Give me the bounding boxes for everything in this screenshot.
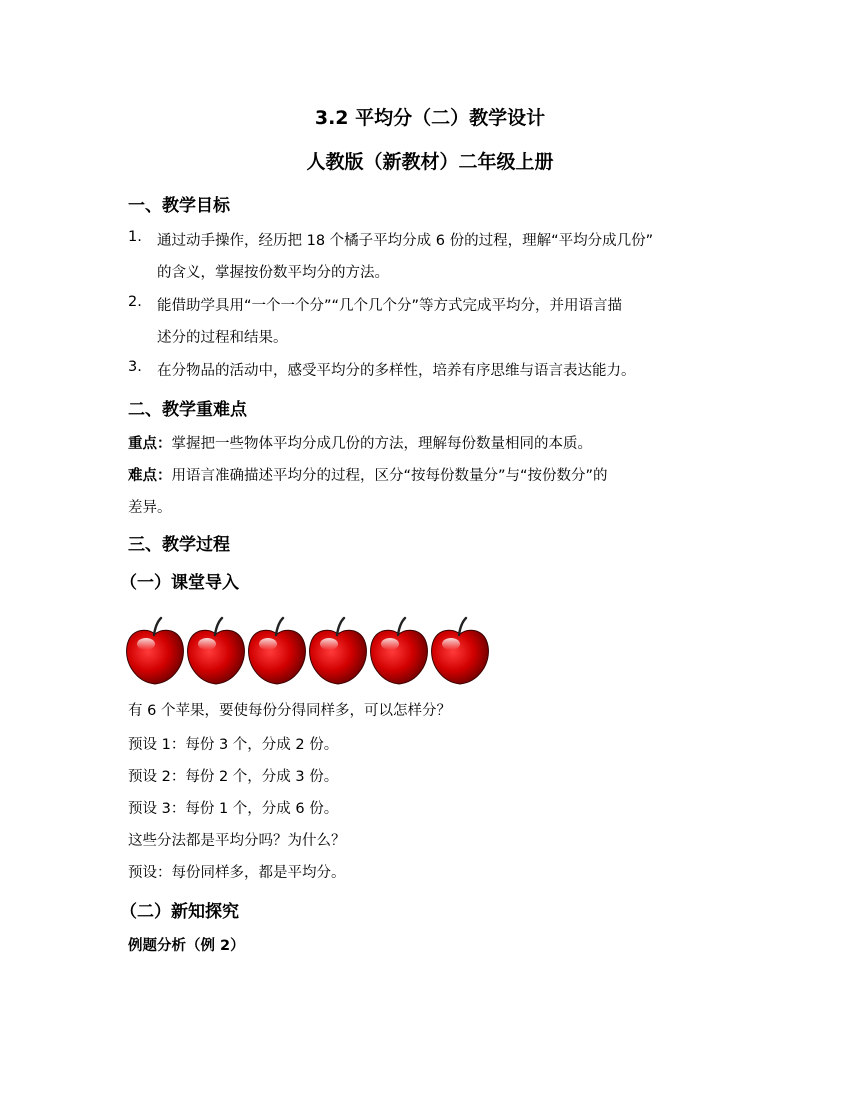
goal-number: 1. [128, 229, 142, 245]
example-heading: 例题分析（例 2） [128, 938, 245, 954]
intro-preset: 预设 3：每份 1 个，分成 6 份。 [128, 801, 339, 817]
difficult-point-label: 难点： [128, 468, 172, 484]
document-subtitle: 人教版（新教材）二年级上册 [306, 151, 554, 173]
apple-icon [371, 618, 428, 684]
intro-preset: 预设 1：每份 3 个，分成 2 份。 [128, 737, 339, 753]
document-title: 3.2 平均分（二）教学设计 [314, 107, 546, 129]
goal-text: 通过动手操作，经历把 18 个橘子平均分成 6 份的过程，理解“平均分成几份” [157, 233, 654, 249]
apple-icon [310, 618, 367, 684]
apple-icon [432, 618, 489, 684]
goal-text: 能借助学具用“一个一个分”“几个几个分”等方式完成平均分，并用语言描 [157, 298, 623, 314]
goal-number: 3. [128, 359, 142, 375]
section-heading-process: 三、教学过程 [128, 535, 230, 555]
goal-text-continued: 的含义，掌握按份数平均分的方法。 [157, 265, 389, 281]
goal-text-continued: 述分的过程和结果。 [157, 330, 288, 346]
apples-illustration [124, 612, 496, 686]
goal-text: 在分物品的活动中，感受平均分的多样性，培养有序思维与语言表达能力。 [157, 363, 636, 379]
difficult-point-text-continued: 差异。 [128, 500, 172, 516]
intro-preset: 预设：每份同样多，都是平均分。 [128, 865, 346, 881]
intro-question: 这些分法都是平均分吗？为什么？ [128, 833, 346, 849]
difficult-point-text: 用语言准确描述平均分的过程，区分“按每份数量分”与“按份数分”的 [171, 468, 608, 484]
section-heading-goals: 一、教学目标 [128, 196, 230, 216]
section-heading-key-points: 二、教学重难点 [128, 400, 247, 420]
apple-icon [249, 618, 306, 684]
subsection-heading-intro: （一）课堂导入 [120, 573, 239, 593]
apple-icon [188, 618, 245, 684]
goal-number: 2. [128, 294, 142, 310]
apple-icon [127, 618, 184, 684]
intro-question: 有 6 个苹果，要使每份分得同样多，可以怎样分？ [128, 703, 451, 719]
difficult-point-line [128, 464, 608, 485]
key-point-label: 重点： [128, 436, 172, 452]
subsection-heading-explore: （二）新知探究 [120, 902, 239, 922]
intro-preset: 预设 2：每份 2 个，分成 3 份。 [128, 769, 339, 785]
key-point-text: 掌握把一些物体平均分成几份的方法，理解每份数量相同的本质。 [171, 436, 592, 452]
key-point-line [128, 432, 592, 453]
